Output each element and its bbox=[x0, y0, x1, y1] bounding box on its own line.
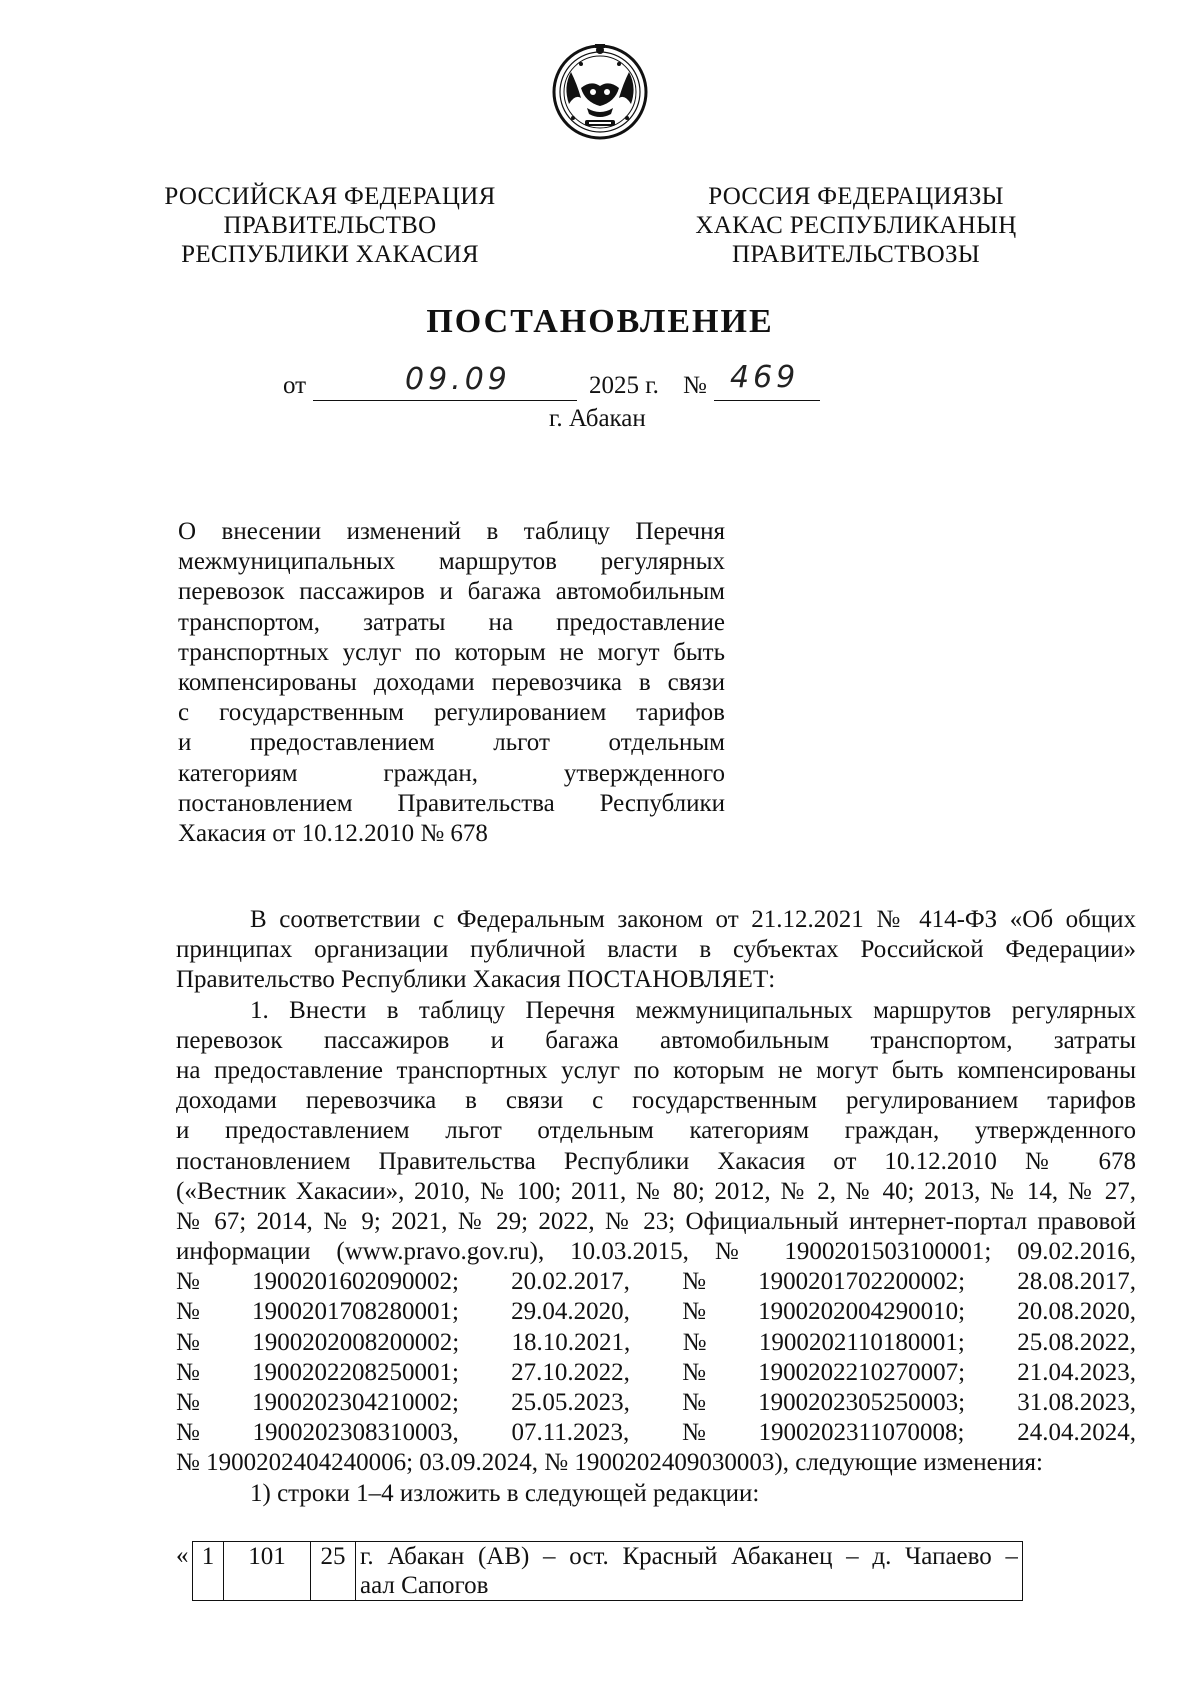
number-cell: № bbox=[176, 1419, 200, 1447]
number-underline bbox=[714, 400, 820, 401]
item1-line: на предоставление транспортных услуг по которым не могут быть компенсированы bbox=[176, 1056, 1136, 1084]
header-right-line: РОССИЯ ФЕДЕРАЦИЯЗЫ bbox=[708, 183, 1004, 210]
subject-line: перевозок пассажиров и багажа автомобильным bbox=[178, 578, 725, 606]
subject-line: и предоставлением льгот отдельным bbox=[178, 729, 725, 757]
item1-line: 1. Внести в таблицу Перечня межмуниципальных маршрутов регулярных bbox=[250, 996, 1136, 1024]
number-row bbox=[176, 1267, 1136, 1297]
subject-line: транспортных услуг по которым не могут быть bbox=[178, 638, 725, 666]
number-cell: № bbox=[176, 1328, 200, 1356]
number-cell: 07.11.2023, bbox=[511, 1419, 630, 1447]
number-cell: 27.10.2022, bbox=[511, 1358, 630, 1386]
item1-line: информации (www.pravo.gov.ru), 10.03.2015, № 1900201503100001; 09.02.2016, bbox=[176, 1238, 1136, 1266]
number-cell: 25.08.2022, bbox=[1017, 1328, 1136, 1356]
from-label: от bbox=[283, 372, 307, 399]
open-quote-mark: « bbox=[176, 1542, 189, 1569]
number-cell: № bbox=[682, 1268, 706, 1296]
number-cell: 31.08.2023, bbox=[1017, 1389, 1136, 1416]
number-cell: 20.02.2017, bbox=[511, 1268, 630, 1296]
number-cell: 1900202305250003; bbox=[758, 1389, 966, 1416]
header-right-line: ПРАВИТЕЛЬСТВОЗЫ bbox=[732, 241, 980, 268]
handwritten-number: 469 bbox=[730, 360, 800, 395]
subject-block bbox=[178, 517, 725, 849]
number-row bbox=[176, 1358, 1136, 1388]
header-left-line: РЕСПУБЛИКИ ХАКАСИЯ bbox=[181, 241, 479, 268]
item1-line: («Вестник Хакасии», 2010, № 100; 2011, № 80; 2012, № 2, № 40; 2013, № 14, № 27, bbox=[176, 1177, 1136, 1205]
number-cell: 1900202004290010; bbox=[758, 1298, 966, 1326]
city-label: г. Абакан bbox=[549, 405, 646, 432]
number-cell: 25.05.2023, bbox=[511, 1389, 630, 1416]
number-row bbox=[176, 1297, 1136, 1327]
item1-line: доходами перевозчика в связи с государственным регулированием тарифов bbox=[176, 1087, 1136, 1115]
preamble-line: В соответствии с Федеральным законом от 21.12.2021 № 414-ФЗ «Об общих bbox=[250, 906, 1136, 933]
number-cell: 1900201602090002; bbox=[252, 1268, 459, 1296]
subject-line: категориям граждан, утвержденного bbox=[178, 759, 725, 787]
header-left-line: РОССИЙСКАЯ ФЕДЕРАЦИЯ bbox=[164, 183, 496, 210]
number-cell: № bbox=[682, 1298, 706, 1326]
number-cell: № bbox=[176, 1389, 200, 1416]
number-cell: 28.08.2017, bbox=[1017, 1268, 1136, 1296]
number-cell: 18.10.2021, bbox=[511, 1328, 631, 1356]
preamble-line: Правительство Республики Хакасия ПОСТАНОВЛЯЕТ: bbox=[176, 966, 776, 994]
header-left-line: ПРАВИТЕЛЬСТВО bbox=[223, 212, 437, 239]
amendment-table bbox=[192, 1541, 1023, 1601]
number-cell: 1900202308310003, bbox=[252, 1419, 459, 1447]
route-number-cell: 101 bbox=[224, 1542, 311, 1601]
row-number-cell: 1 bbox=[193, 1542, 224, 1601]
number-cell: 1900202008200002; bbox=[252, 1328, 460, 1356]
number-cell: № bbox=[176, 1268, 200, 1296]
number-row bbox=[176, 1388, 1136, 1418]
subject-line: компенсированы доходами перевозчика в связи bbox=[178, 668, 725, 696]
item1-line: перевозок пассажиров и багажа автомобильным транспортом, затраты bbox=[176, 1026, 1136, 1054]
subject-line: Хакасия от 10.12.2010 № 678 bbox=[178, 819, 488, 847]
item1-line: постановлением Правительства Республики Хакасия от 10.12.2010 № 678 bbox=[176, 1147, 1136, 1175]
subject-line: постановлением Правительства Республики bbox=[178, 789, 725, 817]
header-right-khakas bbox=[678, 182, 1034, 269]
route-name-line: аал Сапогов bbox=[360, 1572, 489, 1599]
preamble-line: принципах организации публичной власти в субъектах Российской Федерации» bbox=[176, 936, 1136, 964]
number-label: № bbox=[683, 372, 707, 399]
subject-line: транспортом, затраты на предоставление bbox=[178, 608, 725, 636]
date-number-line bbox=[0, 360, 1200, 408]
number-cell: № bbox=[682, 1328, 707, 1356]
subject-line: межмуниципальных маршрутов регулярных bbox=[178, 548, 725, 576]
number-row bbox=[176, 1328, 1136, 1358]
header-left-russian bbox=[155, 182, 505, 269]
subject-line: О внесении изменений в таблицу Перечня bbox=[178, 518, 725, 545]
item1-line: № 67; 2014, № 9; 2021, № 29; 2022, № 23; Официальный интернет-портал правовой bbox=[176, 1207, 1136, 1235]
route-code-cell: 25 bbox=[311, 1542, 356, 1601]
document-title: ПОСТАНОВЛЕНИЕ bbox=[426, 303, 774, 340]
date-underline bbox=[313, 400, 577, 401]
number-cell: № bbox=[682, 1358, 706, 1386]
number-cell: № bbox=[176, 1358, 200, 1386]
year-label: 2025 г. bbox=[589, 372, 659, 399]
number-cell: 1900201708280001; bbox=[252, 1298, 459, 1326]
route-name-cell bbox=[356, 1542, 1023, 1601]
number-cell: 20.08.2020, bbox=[1017, 1298, 1136, 1326]
table-row bbox=[193, 1542, 1023, 1601]
number-cell: № bbox=[176, 1298, 200, 1326]
number-cell: 1900201702200002; bbox=[758, 1268, 966, 1296]
number-cell: 29.04.2020, bbox=[511, 1298, 630, 1326]
number-cell: № bbox=[682, 1389, 706, 1416]
item1-line: и предоставлением льгот отдельным категориям граждан, утвержденного bbox=[176, 1117, 1136, 1145]
item1-end-line: № 1900202404240006; 03.09.2024, № 1900202409030003), следующие изменения: bbox=[176, 1449, 1043, 1477]
handwritten-date: 09.09 bbox=[405, 362, 511, 397]
number-cell: 1900202311070008; bbox=[758, 1419, 965, 1447]
subitem1-line: 1) строки 1–4 изложить в следующей редакции: bbox=[250, 1479, 760, 1507]
header-right-line: ХАКАС РЕСПУБЛИКАНЫҢ bbox=[695, 212, 1017, 239]
number-row bbox=[176, 1418, 1136, 1448]
subject-line: с государственным регулированием тарифов bbox=[178, 699, 725, 727]
route-name-line: г. Абакан (АВ) – ост. Красный Абаканец – д. Чапаево – bbox=[360, 1543, 1018, 1570]
body-text bbox=[176, 905, 1136, 1509]
coat-of-arms-emblem bbox=[551, 42, 649, 142]
number-cell: 1900202208250001; bbox=[252, 1358, 459, 1386]
number-cell: № bbox=[681, 1419, 706, 1447]
number-cell: 24.04.2024, bbox=[1017, 1419, 1136, 1447]
number-cell: 21.04.2023, bbox=[1017, 1358, 1136, 1386]
number-cell: 1900202210270007; bbox=[758, 1358, 966, 1386]
number-cell: 1900202304210002; bbox=[252, 1389, 459, 1416]
number-cell: 1900202110180001; bbox=[758, 1328, 965, 1356]
